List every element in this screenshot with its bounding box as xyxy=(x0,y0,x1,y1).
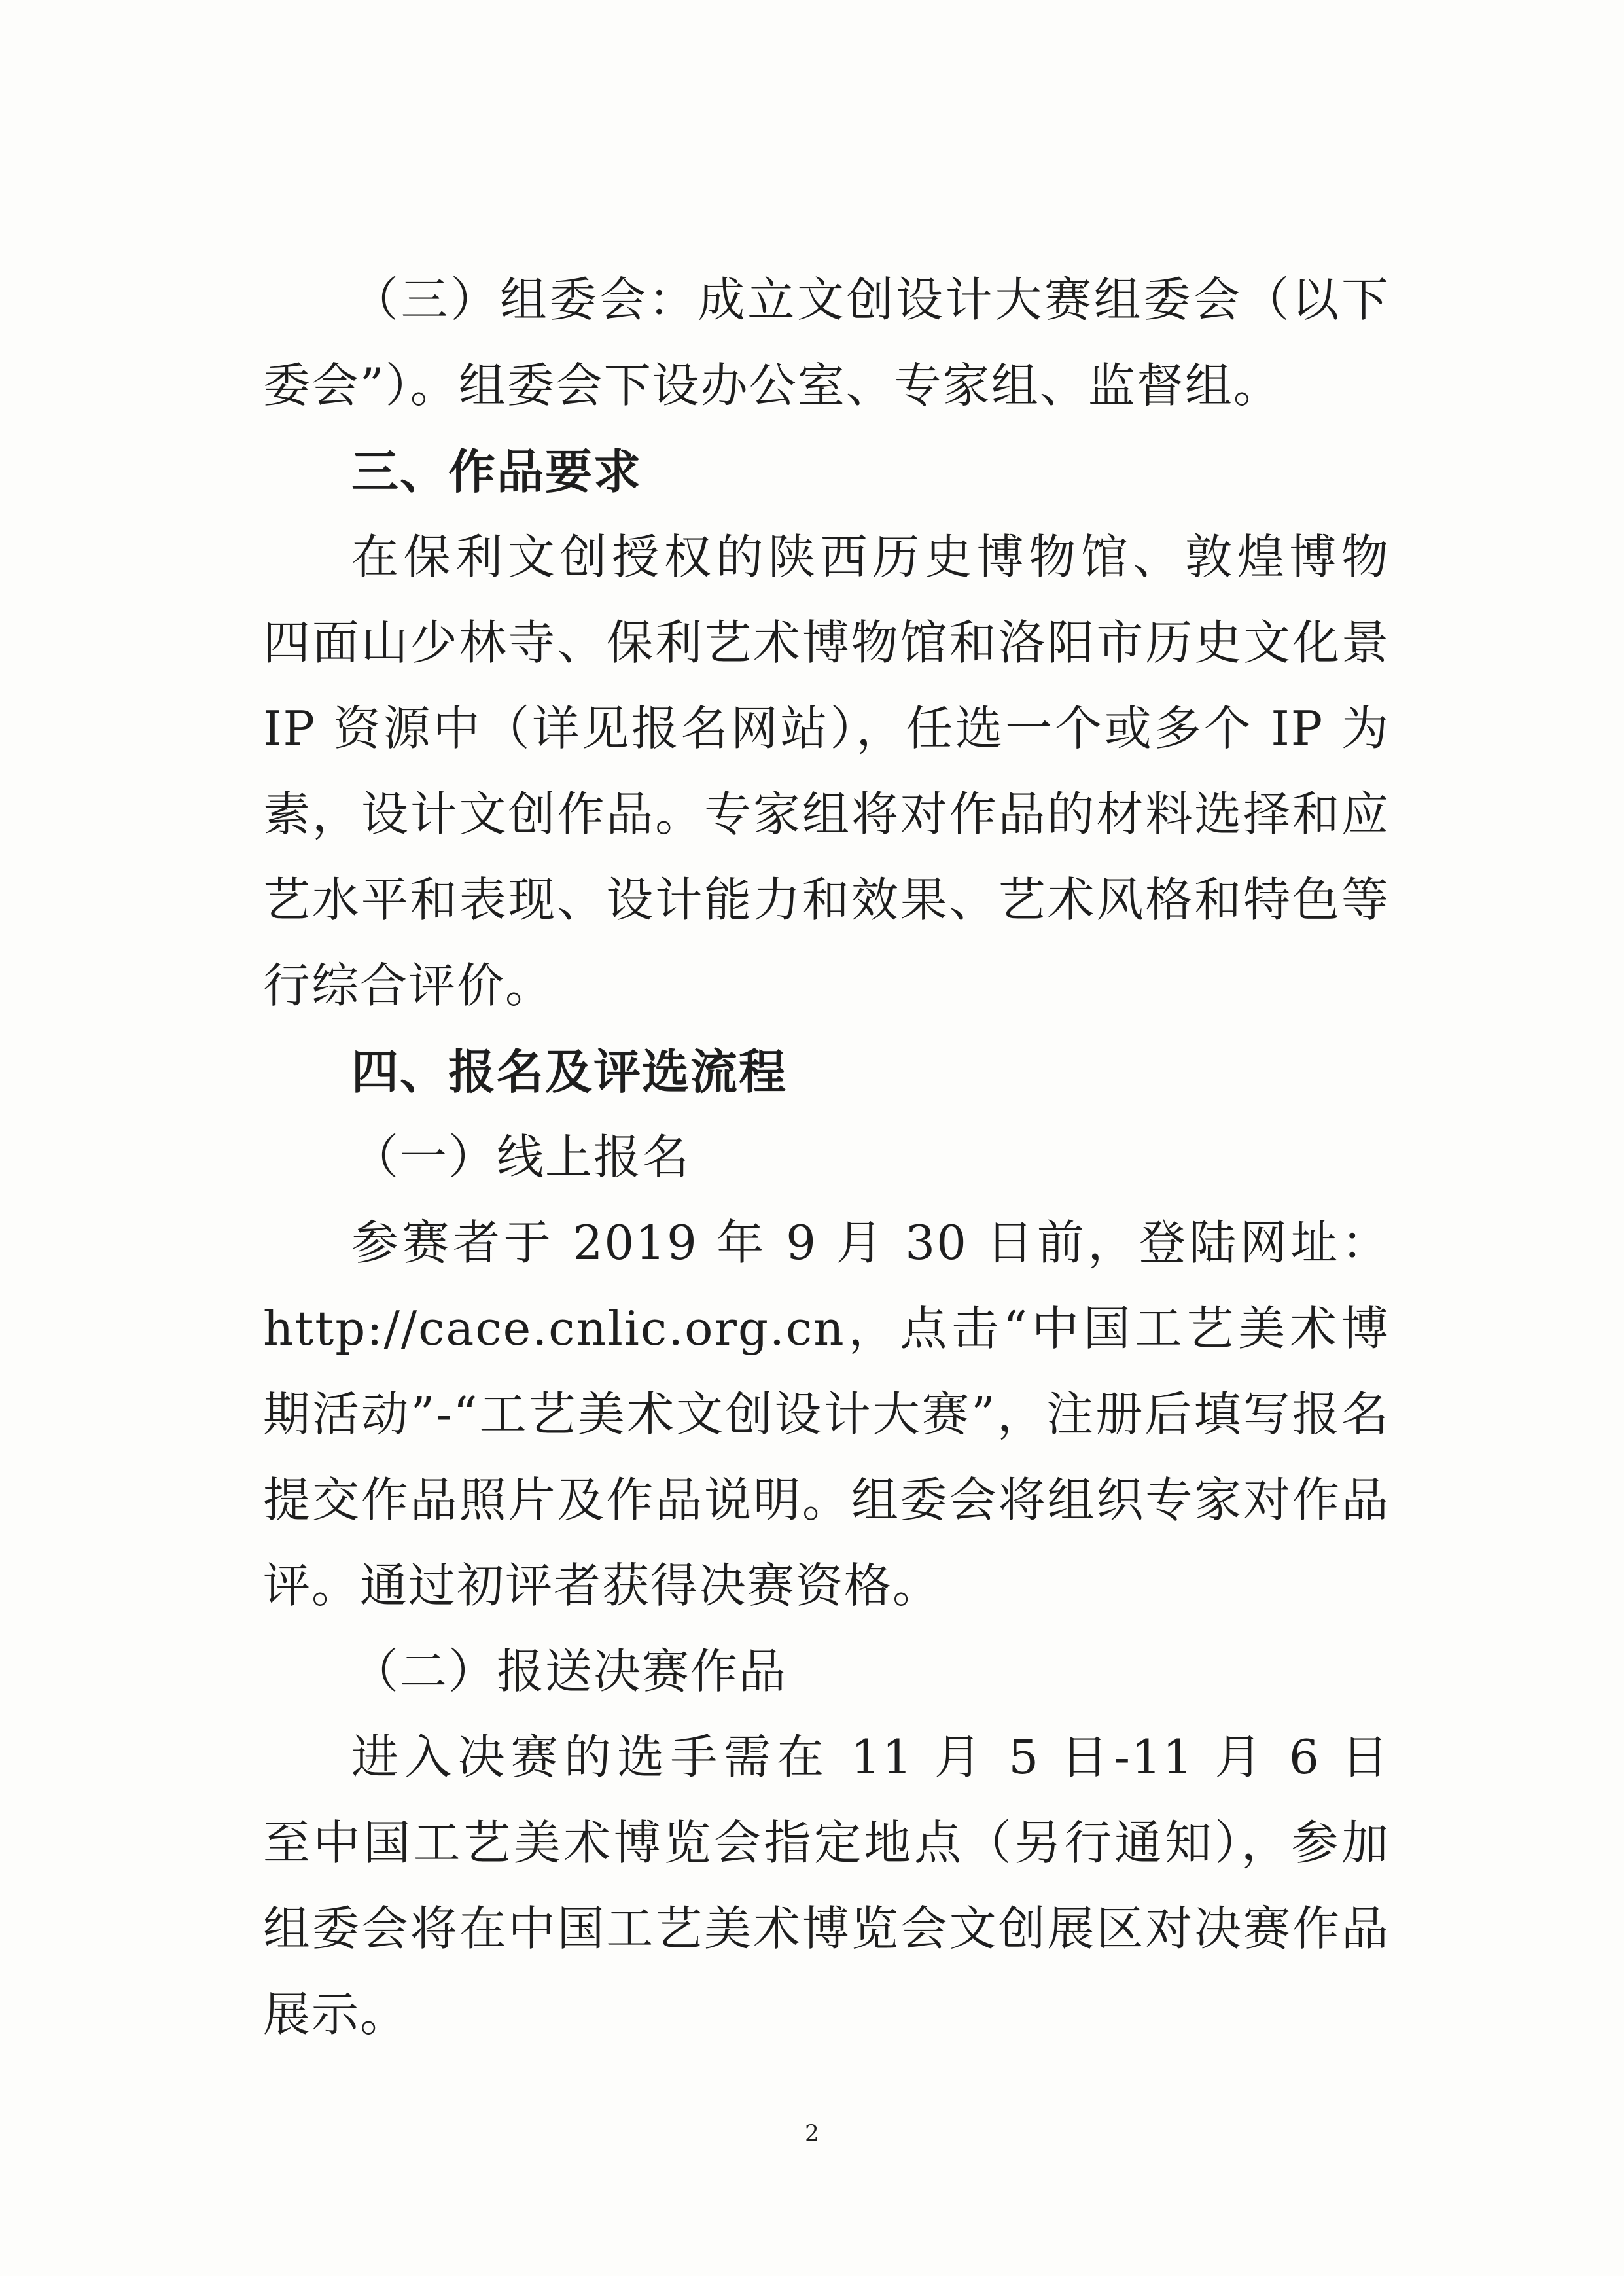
section-heading: 四、报名及评选流程 xyxy=(351,1044,788,1099)
text-line: 评。通过初评者获得决赛资格。 xyxy=(263,1558,942,1613)
text-line: 组委会将在中国工艺美术博览会文创展区对决赛作品 xyxy=(263,1901,1390,1956)
text-line: IP 资源中（详见报名网站），任选一个或多个 IP 为 xyxy=(263,701,1390,756)
text-line: 提交作品照片及作品说明。组委会将组织专家对作品 xyxy=(263,1472,1390,1527)
text-line: 艺水平和表现、设计能力和效果、艺术风格和特色等 xyxy=(263,872,1390,927)
text-line: 四面山少林寺、保利艺术博物馆和洛阳市历史文化景 xyxy=(263,615,1390,670)
text-line: 委会”）。组委会下设办公室、专家组、监督组。 xyxy=(263,358,1282,413)
text-line: 至中国工艺美术博览会指定地点（另行通知），参加 xyxy=(263,1815,1390,1870)
document-body xyxy=(263,257,1390,2057)
text-line: （三）组委会：成立文创设计大赛组委会（以下 xyxy=(351,272,1390,327)
text-line: （一）线上报名 xyxy=(351,1129,691,1184)
text-line: 素，设计文创作品。专家组将对作品的材料选择和应 xyxy=(263,787,1390,842)
text-line: 期活动”-“工艺美术文创设计大赛”，注册后填写报名 xyxy=(263,1387,1390,1442)
text-line: 参赛者于 2019 年 9 月 30 日前，登陆网址： xyxy=(351,1215,1390,1270)
text-line: http://cace.cnlic.org.cn，点击“中国工艺美术博 xyxy=(263,1301,1390,1356)
text-line: 行综合评价。 xyxy=(263,958,554,1013)
text-line: （二）报送决赛作品 xyxy=(351,1644,788,1699)
text-line: 进入决赛的选手需在 11 月 5 日-11 月 6 日 xyxy=(351,1730,1390,1785)
text-line: 展示。 xyxy=(263,1987,409,2042)
page-number: 2 xyxy=(805,2120,819,2146)
text-line: 在保利文创授权的陕西历史博物馆、敦煌博物 xyxy=(351,529,1390,584)
section-heading: 三、作品要求 xyxy=(351,444,643,499)
